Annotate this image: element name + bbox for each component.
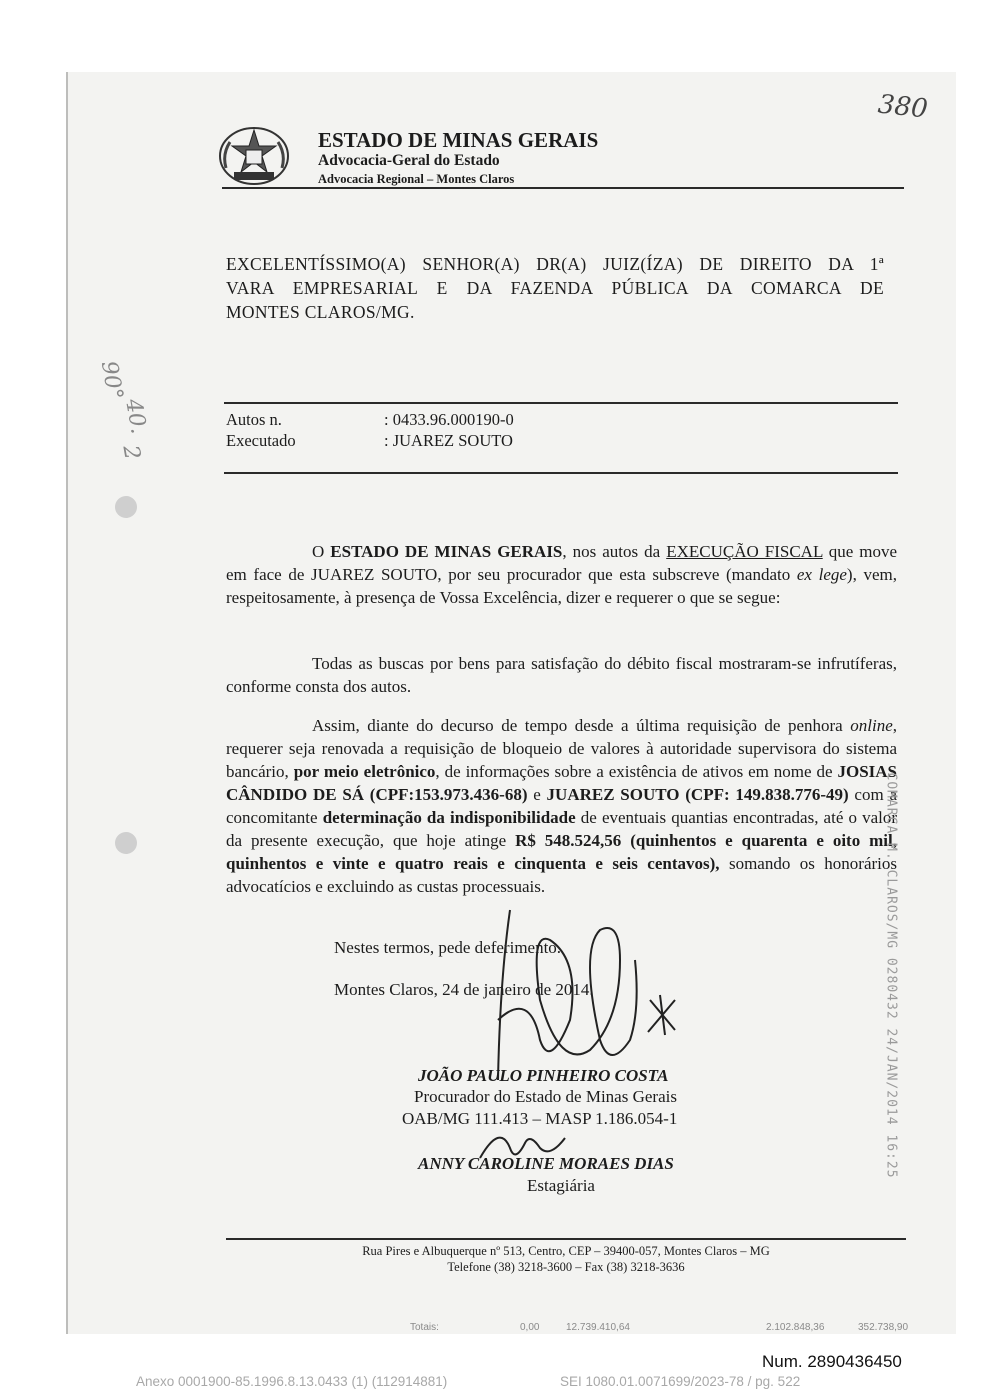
punch-hole-bottom xyxy=(115,832,137,854)
paragraph-1 xyxy=(226,540,897,609)
bleed-value-3: 2.102.848,36 xyxy=(766,1322,825,1333)
p3-valor: R$ 548.524,56 (quinhentos e quarenta e oito mil, quinhentos e vinte e quatro reais e cinquenta e seis centavos), xyxy=(226,831,897,873)
p1-state-bold: ESTADO DE MINAS GERAIS xyxy=(330,542,563,561)
case-rule-bottom xyxy=(224,472,898,474)
intern-name: ANNY CAROLINE MORAES DIAS xyxy=(418,1154,674,1173)
bleed-value-4: 352.738,90 xyxy=(858,1322,909,1333)
attorney-name: JOÃO PAULO PINHEIRO COSTA xyxy=(418,1066,669,1085)
p3-text-e: , de informações sobre a existência de ativos em nome de xyxy=(435,762,838,781)
margin-handwriting: 90° xyxy=(95,359,128,402)
p2-text: Todas as buscas por bens para satisfação do débito fiscal mostraram-se infrutíferas, conforme consta dos autos. xyxy=(226,654,897,696)
p1-ex-lege: ex lege xyxy=(796,565,847,584)
header-state: ESTADO DE MINAS GERAIS xyxy=(318,128,599,152)
footer-address: Rua Pires e Albuquerque nº 513, Centro, CEP – 39400-057, Montes Claros – MG xyxy=(362,1244,770,1258)
paragraph-2 xyxy=(226,652,897,698)
p3-josias: JOSIAS CÂNDIDO DE SÁ (CPF:153.973.436-68) xyxy=(226,762,897,804)
closing-terms: Nestes termos, pede deferimento. xyxy=(334,938,562,957)
p3-text-a: Assim, diante do decurso de tempo desde a última requisição de penhora xyxy=(312,716,851,735)
signature-scribble xyxy=(470,900,690,1090)
footer-phone: Telefone (38) 3218-3600 – Fax (38) 3218-3636 xyxy=(447,1260,685,1274)
header-office: Advocacia Regional – Montes Claros xyxy=(318,172,515,186)
p3-text-g: e xyxy=(527,785,547,804)
protocol-stamp: COMARCA M. CLAROS/MG 0280432 24/JAN/2014 16:25 xyxy=(883,772,899,1179)
autos-value: : 0433.96.000190-0 xyxy=(384,410,514,429)
bleed-value-2: 12.739.410,64 xyxy=(566,1322,630,1333)
p3-text-c: , requerer seja renovada a requisição de bloqueio de valores à autoridade supervisora do sistema bancário, xyxy=(226,716,897,781)
punch-hole-top xyxy=(115,496,137,518)
annex-ref: Anexo 0001900-85.1996.8.13.0433 (1) (112914881) xyxy=(136,1374,448,1389)
intern-role: Estagiária xyxy=(527,1176,595,1195)
case-rule-top xyxy=(224,402,898,404)
page-number: Num. 2890436450 xyxy=(762,1352,902,1371)
executado-label: Executado xyxy=(226,431,296,450)
attorney-role: Procurador do Estado de Minas Gerais xyxy=(414,1087,677,1106)
margin-handwriting-3: 2 xyxy=(117,443,145,462)
address-block xyxy=(226,252,884,324)
address-line-3: MONTES CLAROS/MG. xyxy=(226,302,415,322)
p3-text-m: somando os honorários advocatícios e excluindo as custas processuais. xyxy=(226,854,897,896)
address-line-1: EXCELENTÍSSIMO(A) SENHOR(A) DR(A) JUIZ(ÍZA) DE DIREITO DA 1ª xyxy=(226,254,884,274)
p3-text-i: com a concomitante xyxy=(226,785,897,827)
p1-text-c: , nos autos da xyxy=(562,542,667,561)
paragraph-3 xyxy=(226,714,897,898)
bleed-value-1: 0,00 xyxy=(520,1322,540,1333)
closing-place-date: Montes Claros, 24 de janeiro de 2014. xyxy=(334,980,594,999)
p3-eletronico: por meio eletrônico xyxy=(293,762,436,781)
p1-text-g: ), vem, respeitosamente, à presença de Vossa Excelência, dizer e requerer o que se segue: xyxy=(226,565,897,607)
bleed-label: Totais: xyxy=(410,1322,439,1333)
p1-text-a: O xyxy=(312,542,331,561)
p1-execucao-fiscal: EXECUÇÃO FISCAL xyxy=(666,542,823,561)
margin-handwriting-2: 40. xyxy=(120,397,151,436)
header-agency: Advocacia-Geral do Estado xyxy=(318,152,500,169)
footer-rule xyxy=(226,1238,906,1240)
page-mark: 380 xyxy=(876,89,930,125)
address-line-2: VARA EMPRESARIAL E DA FAZENDA PÚBLICA DA COMARCA DE xyxy=(226,278,884,298)
p3-text-k: de eventuais quantias encontradas, até o valor da presente execução, que hoje atinge xyxy=(226,808,898,850)
p1-text-e: que move em face de JUAREZ SOUTO, por seu procurador que esta subscreve (mandato xyxy=(226,542,898,584)
coat-of-arms-icon xyxy=(216,124,292,188)
sei-ref: SEI 1080.01.0071699/2023-78 / pg. 522 xyxy=(560,1374,801,1389)
p3-indisponibilidade: determinação da indisponibilidade xyxy=(322,808,576,827)
p3-online: online xyxy=(850,716,893,735)
executado-value: : JUAREZ SOUTO xyxy=(384,431,513,450)
p3-juarez: JUAREZ SOUTO (CPF: 149.838.776-49) xyxy=(546,785,849,804)
header-rule xyxy=(222,187,904,189)
attorney-ids: OAB/MG 111.413 – MASP 1.186.054-1 xyxy=(402,1109,678,1128)
autos-label: Autos n. xyxy=(226,410,282,429)
